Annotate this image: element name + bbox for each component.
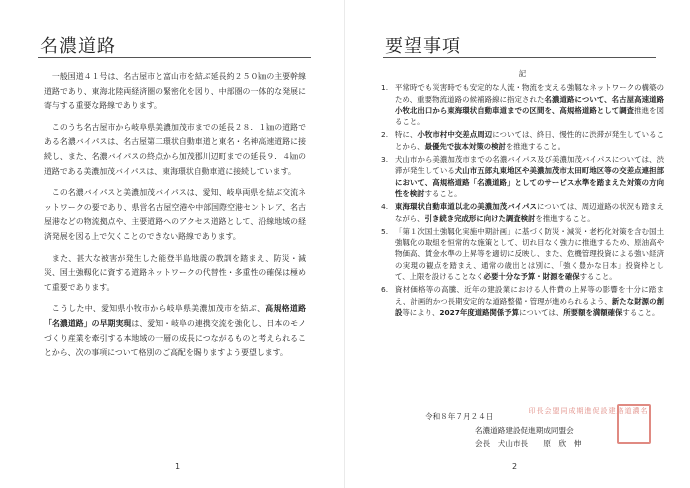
- paragraph-text: この名濃バイパスと美濃加茂バイパスは、愛知、岐阜両県を結ぶ交流ネットワークの要であり、県営名古屋空港や中部国際空港セントレア、名古屋港などの物流拠点や、主要道路へのアクセス道路として、沿線地域の経済発展を図る上で欠くことのできない路線であります。: [44, 188, 306, 241]
- page-number-left: 1: [175, 462, 181, 471]
- page-right: [345, 0, 690, 488]
- request-emphasis: 2027年度道路関係予算: [439, 307, 520, 317]
- request-emphasis: 名濃道路について、名古屋高速道路小牧北出口から東海環状自動車道までの区間を、高規格道路として調査: [395, 94, 664, 115]
- request-text: 資材価格等の高騰、近年の建設業における人件費の上昇等の影響を十分に踏まえ、計画的かつ長期安定的な道路整備・管理が進められるよう、: [395, 285, 664, 306]
- request-emphasis: 新たな財源の創設: [395, 296, 664, 317]
- request-emphasis: 東海環状自動車道以北の美濃加茂バイパス: [395, 202, 538, 212]
- request-item: [381, 82, 664, 127]
- request-text: については、終日、慢性的に渋滞が発生していることから、: [395, 130, 664, 151]
- request-item-number: 5.: [381, 226, 389, 236]
- right-page-title: 要望事項: [385, 36, 461, 57]
- official-seal: [528, 404, 651, 444]
- paragraph-text: は、愛知・岐阜の連携交流を強化し、日本のモノづくり産業を牽引する本地域の一層の成長につながるものと考えられることから、次の事項について格別のご高配を賜りますよう要望します。: [44, 318, 306, 358]
- request-text: 「第１次国土強靱化実施中期計画」に基づく防災・減災・老朽化対策を含む国土強靱化の取組を恒常的な施策として、切れ目なく強力に推進するため、原油高や物価高、賃金水準の上昇等を適切に反映し、また、危機管理投資による強い経済の実現の観点を踏まえ、通常の歳出とは別に、「強く豊かな日本」投資枠として、上限を設けることなく: [395, 226, 664, 282]
- ki-heading: 記: [518, 69, 527, 78]
- left-paragraph: [44, 70, 306, 114]
- paragraph-text: 高規格道路「名濃道路」の早期実現: [44, 304, 306, 328]
- request-emphasis: 所要額を満額確保: [563, 307, 623, 317]
- request-list: [381, 82, 664, 318]
- paragraph-text: このうち名古屋市から岐阜県美濃加茂市までの延長２８．１㎞の道路である名濃バイパスは、名古屋第二環状自動車道と東名・名神高速道路に接続し、また、名濃バイパスの終点から加茂郡川辺町までの延長９．４㎞の道路である美濃加茂バイパスは、東海環状自動車道に接続しています。: [44, 122, 306, 176]
- request-text: を推進すること。: [505, 141, 566, 151]
- paragraph-text: 一般国道４１号は、名古屋市と富山市を結ぶ延長約２５０㎞の主要幹線道路であり、東海北陸両経済圏の緊密化を図り、中部圏の一体的な発展に寄与する重要な路線であります。: [44, 72, 306, 111]
- request-text: については、: [519, 307, 564, 317]
- request-item: [381, 284, 664, 318]
- request-item: [381, 226, 664, 282]
- request-emphasis: 引き続き完成形に向けた調査検討: [424, 213, 536, 223]
- request-text: すること。: [579, 272, 617, 282]
- request-item-number: 1.: [381, 83, 389, 93]
- request-text: すること。: [424, 188, 462, 198]
- page-number-right: 2: [512, 462, 518, 471]
- request-items: [381, 68, 664, 320]
- request-emphasis: 小牧市村中交差点周辺: [417, 130, 493, 140]
- request-text: 推進を図ること。: [395, 105, 664, 127]
- representative-name: 会長 犬山市長 原 欣 伸: [475, 439, 582, 448]
- request-item: [381, 201, 664, 224]
- request-emphasis: 最優先で抜本対策の検討: [424, 141, 506, 151]
- request-item: [381, 154, 664, 199]
- request-text: すること。: [622, 307, 660, 317]
- request-item-number: 4.: [381, 202, 389, 212]
- paragraph-text: こうした中、愛知県小牧市から岐阜県美濃加茂市を結ぶ、: [51, 304, 266, 314]
- left-paragraph: [44, 252, 306, 296]
- left-page-title: 名濃道路: [40, 36, 116, 57]
- request-text: を推進すること。: [535, 213, 595, 223]
- request-text: 犬山市から美濃加茂市までの名濃バイパス及び美濃加茂バイパスについては、渋滞が発生している: [395, 155, 664, 176]
- request-emphasis: 犬山市五郎丸東地区や美濃加茂市太田町地区等の交差点連担部において、高規格道路「名濃道路」としてのサービス水準を踏まえた対策の方向性を検討: [395, 166, 664, 198]
- request-item-number: 3.: [381, 155, 389, 165]
- request-text: については、周辺道路の状況も踏まえながら、: [395, 202, 664, 223]
- left-body-text: [44, 70, 306, 368]
- request-emphasis: 必要十分な予算・財源を確保: [483, 272, 580, 282]
- request-text: 特に、: [395, 130, 418, 140]
- paragraph-text: また、甚大な被害が発生した能登半島地震の教訓を踏まえ、防災・減災、国土強靱化に資する道路ネットワークの代替性・多重性の確保は極めて重要であります。: [44, 253, 306, 292]
- request-text: 平常時でも災害時でも安定的な人流・物流を支える強靱なネットワークの構築のため、重要物流道路の候補路線に指定された: [395, 83, 664, 104]
- document-date: 令和８年７月２４日: [425, 412, 494, 421]
- left-paragraph: [44, 186, 306, 244]
- request-item: [381, 129, 664, 152]
- request-item-number: 2.: [381, 130, 389, 140]
- left-paragraph: [44, 302, 306, 360]
- right-title-underline: [383, 57, 656, 58]
- left-title-underline: [38, 57, 311, 58]
- left-paragraph: [44, 121, 306, 179]
- request-item-number: 6.: [381, 285, 389, 295]
- request-text: 等により、: [402, 307, 440, 317]
- seal-text: 名濃道路建設促進期成同盟会長印: [528, 407, 648, 414]
- organization-name: 名濃道路建設促進期成同盟会: [475, 426, 574, 435]
